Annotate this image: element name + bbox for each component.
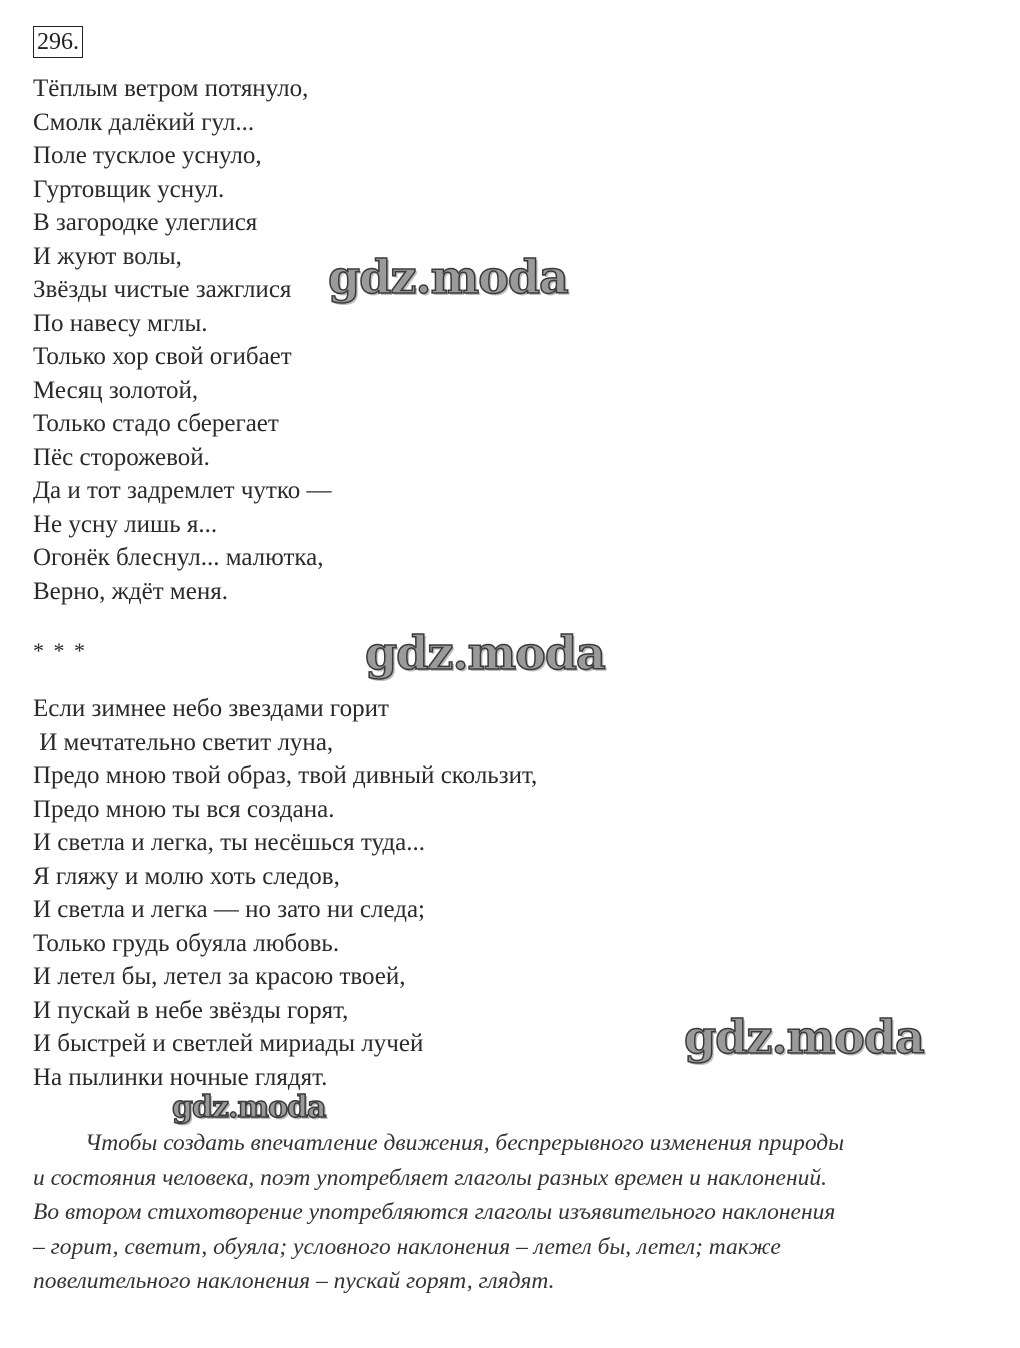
answer-line: Во втором стихотворение употребляются глаголы изъявительного наклонения xyxy=(33,1199,836,1225)
poem-line: Предо мною ты вся создана. xyxy=(33,795,335,823)
poem-line: Предо мною твой образ, твой дивный скользит, xyxy=(33,762,538,789)
watermark: gdz.moda xyxy=(365,626,605,680)
poem-line: Только хор свой огибает xyxy=(33,343,292,370)
poem-line: Не усну лишь я... xyxy=(33,510,218,538)
answer-line: – горит, светит, обуяла; условного наклонения – летел бы, летел; также xyxy=(33,1233,781,1260)
watermark: gdz.moda xyxy=(172,1090,326,1125)
poem-line: Огонёк блеснул... малютка, xyxy=(33,544,324,571)
poem-line: Гуртовщик уснул. xyxy=(33,175,225,203)
poem-line: Месяц золотой, xyxy=(33,376,199,404)
poem-line: И светла и легка, ты несёшься туда... xyxy=(33,829,425,856)
answer-line: Чтобы создать впечатление движения, беспрерывного изменения природы xyxy=(85,1130,845,1156)
poem-line: Только стадо сберегает xyxy=(33,410,279,437)
poem-line: Поле тусклое уснуло, xyxy=(33,142,262,169)
poem-line: Тёплым ветром потянуло, xyxy=(33,75,309,102)
stanza-separator: * * * xyxy=(33,638,87,663)
poem-line: На пылинки ночные глядят. xyxy=(33,1063,328,1091)
poem-line: И летел бы, летел за красою твоей, xyxy=(33,963,406,990)
poem-first xyxy=(33,72,331,608)
answer-line: и состояния человека, поэт употребляет глаголы разных времен и наклонений. xyxy=(33,1164,828,1191)
poem-line: Да и тот задремлет чутко — xyxy=(33,477,332,504)
poem-line: В загородке улеглися xyxy=(33,209,258,236)
poem-line: По навесу мглы. xyxy=(33,309,208,337)
watermark: gdz.moda xyxy=(328,250,568,304)
answer-paragraph xyxy=(33,1126,1013,1299)
exercise-number: 296. xyxy=(33,26,83,58)
poem-line: И жуют волы, xyxy=(33,242,182,270)
poem-line: И мечтательно светит луна, xyxy=(33,728,334,756)
poem-line: Звёзды чистые зажглися xyxy=(33,276,292,303)
poem-line: И быстрей и светлей мириады лучей xyxy=(33,1030,424,1057)
poem-line: Верно, ждёт меня. xyxy=(33,577,228,605)
poem-line: Я гляжу и молю хоть следов, xyxy=(33,862,340,890)
watermark: gdz.moda xyxy=(684,1010,924,1064)
poem-line: Если зимнее небо звездами горит xyxy=(33,695,389,722)
poem-line: И светла и легка — но зато ни следа; xyxy=(33,896,426,923)
poem-line: Только грудь обуяла любовь. xyxy=(33,929,340,957)
poem-line: Смолк далёкий гул... xyxy=(33,108,255,136)
poem-line: И пускай в небе звёзды горят, xyxy=(33,996,349,1024)
poem-second xyxy=(33,692,537,1094)
poem-line: Пёс сторожевой. xyxy=(33,443,210,471)
answer-line: повелительного наклонения – пускай горят, глядят. xyxy=(33,1268,555,1294)
